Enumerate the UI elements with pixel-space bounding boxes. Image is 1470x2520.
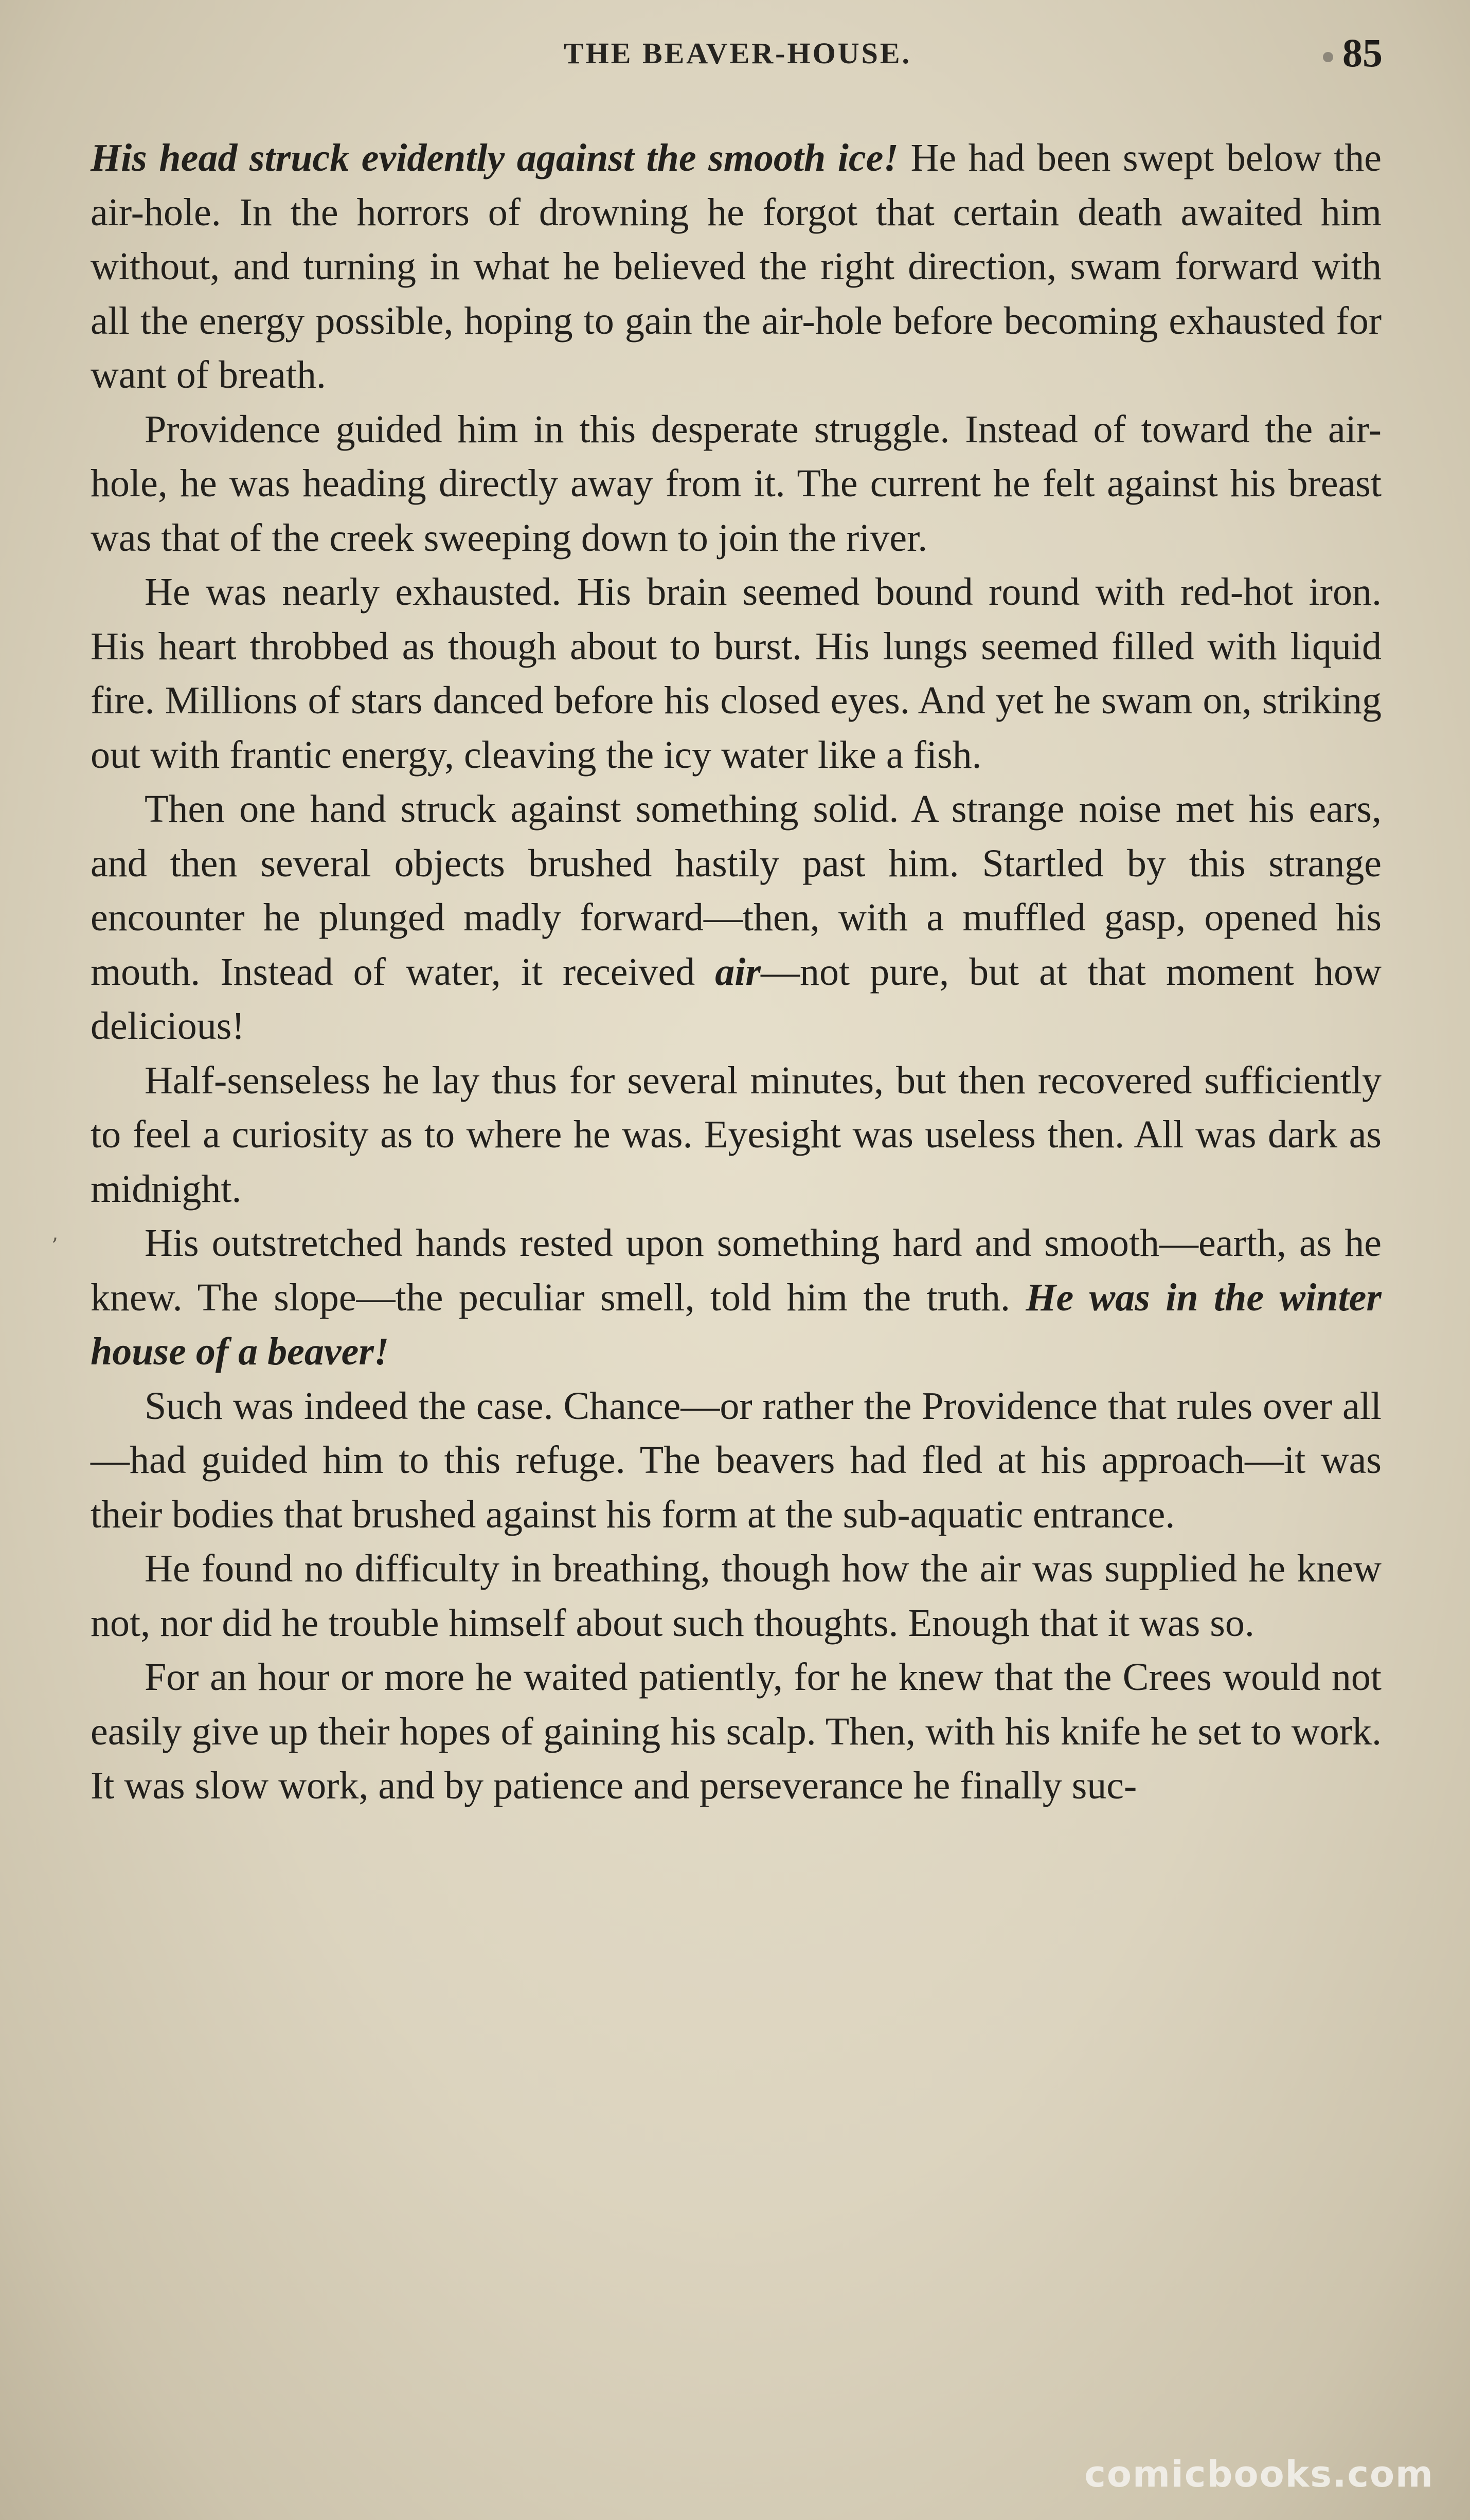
paragraph-5: Half-senseless he lay thus for several minutes, but then recovered sufficiently to feel a curiosity as to where he was. Eyesight was useless then. All was dark as midnight.	[91, 1058, 1382, 1211]
paragraph-1	[91, 131, 1382, 403]
italic-lead: His head struck evidently against the smooth ice!	[91, 136, 899, 179]
paragraph-text: He had been swept below the air-hole. In the horrors of drowning he forgot that certain death awaited him without, and turning in what he believed the right direction, swam forward with all the energy possible, hoping to gain the air-hole before becoming exhausted for want of breath.	[91, 136, 1382, 397]
paragraph-text-before: His outstretched hands rested upon something hard and smooth—earth, as he knew. The slope—the peculiar smell, told him the truth.	[91, 1221, 1382, 1319]
page-header	[93, 30, 1383, 86]
page-number: 85	[1323, 30, 1383, 76]
paragraph-8: He found no difficulty in breathing, though how the air was supplied he knew not, nor did he trouble himself about such thoughts. Enough that it was so.	[91, 1547, 1382, 1645]
italic-phrase: He was in the winter house of a beaver!	[91, 1275, 1382, 1373]
paragraph-text-before: Then one hand struck against something solid. A strange noise met his ears, and then several objects brushed hastily past him. Startled by this strange encounter he plunged madly forward—then, with a muffled gasp, opened his mouth. Instead of water, it received	[91, 787, 1382, 994]
paragraph-9: For an hour or more he waited patiently, for he knew that the Crees would not easily give up their hopes of gaining his scalp. Then, with his knife he set to work. It was slow work, and by patience and perseverance he finally suc-	[91, 1655, 1382, 1807]
body-text	[91, 131, 1382, 1813]
running-head: THE BEAVER-HOUSE.	[563, 37, 912, 70]
paragraph-2: Providence guided him in this desperate struggle. Instead of toward the air-hole, he was heading directly away from it. The current he felt against his breast was that of the creek sweeping down to join the river.	[91, 407, 1382, 560]
watermark: comicbooks.com	[1084, 2453, 1434, 2495]
paragraph-7: Such was indeed the case. Chance—or rather the Providence that rules over all—had guided him to this refuge. The beavers had fled at his approach—it was their bodies that brushed against his form at the sub-aquatic entrance.	[91, 1384, 1382, 1536]
paragraph-4	[91, 782, 1382, 1054]
paragraph-3: He was nearly exhausted. His brain seemed bound round with red-hot iron. His heart throbbed as though about to burst. His lungs seemed filled with liquid fire. Millions of stars danced before his closed eyes. And yet he swam on, striking out with frantic energy, cleaving the icy water like a fish.	[91, 570, 1382, 777]
margin-mark: ’	[51, 1234, 58, 1258]
italic-word: air	[715, 950, 761, 994]
paragraph-6	[91, 1216, 1382, 1379]
paragraph-text-after: —not pure, but at that moment how delicious!	[91, 950, 1382, 1048]
